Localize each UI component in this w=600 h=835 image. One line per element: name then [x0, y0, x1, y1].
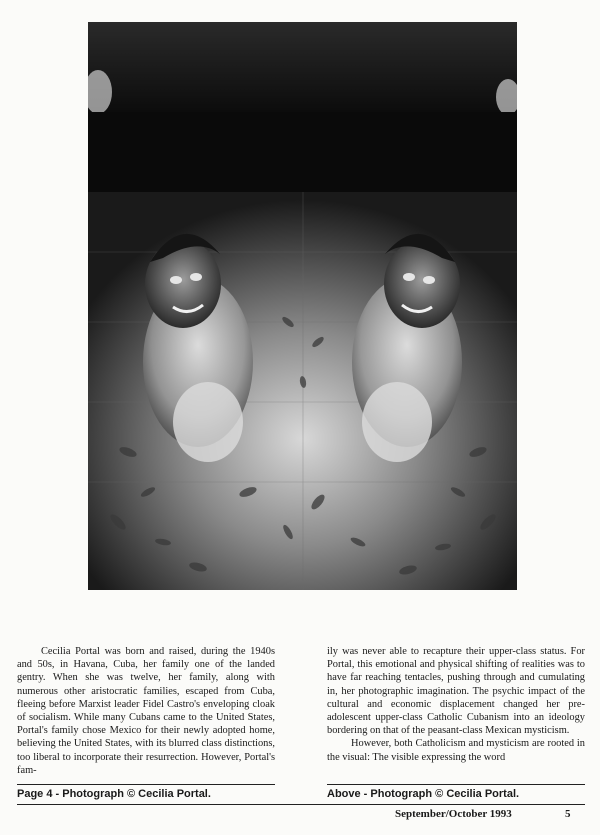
photo-caption-left: Page 4 - Photograph © Cecilia Portal. [17, 784, 275, 800]
footer-divider [17, 804, 585, 805]
article-column-right [327, 645, 585, 764]
issue-date: September/October 1993 [395, 808, 512, 820]
page-number: 5 [565, 808, 571, 820]
photograph-image [88, 22, 517, 590]
article-column-left [17, 645, 275, 777]
article-paragraph-continued: ily was never able to recapture their upper-class status. For Portal, this emotional and physical shifting of realities was to have far reaching tentacles, pushing through and cumulating in, her photographic imagination. The psychic impact of the cultural and economic displacement changed her pre-adolescent upper-class Catholic Cubanism into an ideology bordering on that of the peasant-class Mexican mysticism. [327, 646, 585, 737]
photo-caption-right: Above - Photograph © Cecilia Portal. [327, 784, 585, 800]
article-paragraph: However, both Catholicism and mysticism are rooted in the visual: The visible expressing the word [327, 738, 585, 763]
photograph-mirrored-figures [88, 22, 517, 590]
article-paragraph: Cecilia Portal was born and raised, during the 1940s and 50s, in Havana, Cuba, her family one of the landed gentry. When she was twelve, her family, along with numerous other aristocratic families, escaped from Cuba, fleeing before Marxist leader Fidel Castro's enveloping cloak of socialism. While many Cubans came to the United States, Portal's family chose Mexico for their newly adopted home, believing the United States, with its blurred class distinctions, too liberal to incorporate their resurrection. However, Portal's fam- [17, 646, 275, 776]
